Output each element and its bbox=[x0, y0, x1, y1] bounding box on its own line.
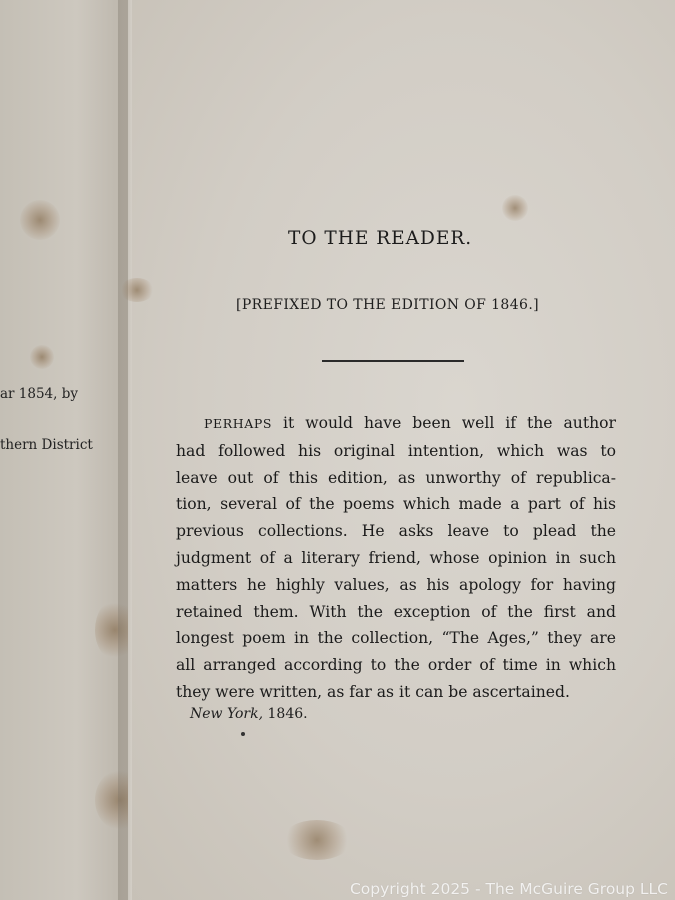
paragraph-opening-word: PERHAPS bbox=[204, 416, 273, 431]
page-heading: TO THE READER. bbox=[288, 228, 473, 249]
copyright-watermark: Copyright 2025 - The McGuire Group LLC bbox=[349, 880, 668, 898]
paragraph-line: had followed his original intention, which was to bbox=[176, 441, 616, 460]
dateline-place: New York, bbox=[190, 706, 264, 722]
dateline-year: 1846. bbox=[263, 706, 308, 722]
paragraph-line: tion, several of the poems which made a part of his bbox=[176, 495, 616, 514]
dateline bbox=[190, 706, 308, 722]
stain bbox=[120, 278, 154, 302]
left-page-text-line: ar 1854, by bbox=[0, 386, 79, 402]
divider-rule bbox=[322, 360, 464, 362]
paragraph-line bbox=[176, 410, 616, 438]
paragraph-line: leave out of this edition, as unworthy of republica- bbox=[176, 468, 616, 487]
paragraph-line: all arranged according to the order of time in which bbox=[176, 656, 616, 675]
reader-paragraph bbox=[176, 410, 616, 706]
paragraph-line: longest poem in the collection, “The Ages,” they are bbox=[176, 629, 616, 648]
stain bbox=[30, 345, 54, 369]
paragraph-line: matters he highly values, as his apology for having bbox=[176, 575, 616, 594]
printer-dot bbox=[241, 732, 245, 736]
paragraph-line: previous collections. He asks leave to plead the bbox=[176, 522, 616, 541]
paragraph-line: retained them. With the exception of the first and bbox=[176, 602, 616, 621]
left-page-text-line: thern District bbox=[0, 437, 93, 453]
page-subheading: [PREFIXED TO THE EDITION OF 1846.] bbox=[236, 297, 540, 313]
left-page bbox=[0, 0, 128, 900]
stain bbox=[502, 195, 528, 221]
stain bbox=[20, 200, 60, 240]
paragraph-line-text: it would have been well if the author bbox=[283, 414, 616, 432]
paragraph-line: they were written, as far as it can be ascertained. bbox=[176, 682, 570, 701]
stain bbox=[282, 820, 352, 860]
paragraph-line: judgment of a literary friend, whose opinion in such bbox=[176, 548, 616, 567]
